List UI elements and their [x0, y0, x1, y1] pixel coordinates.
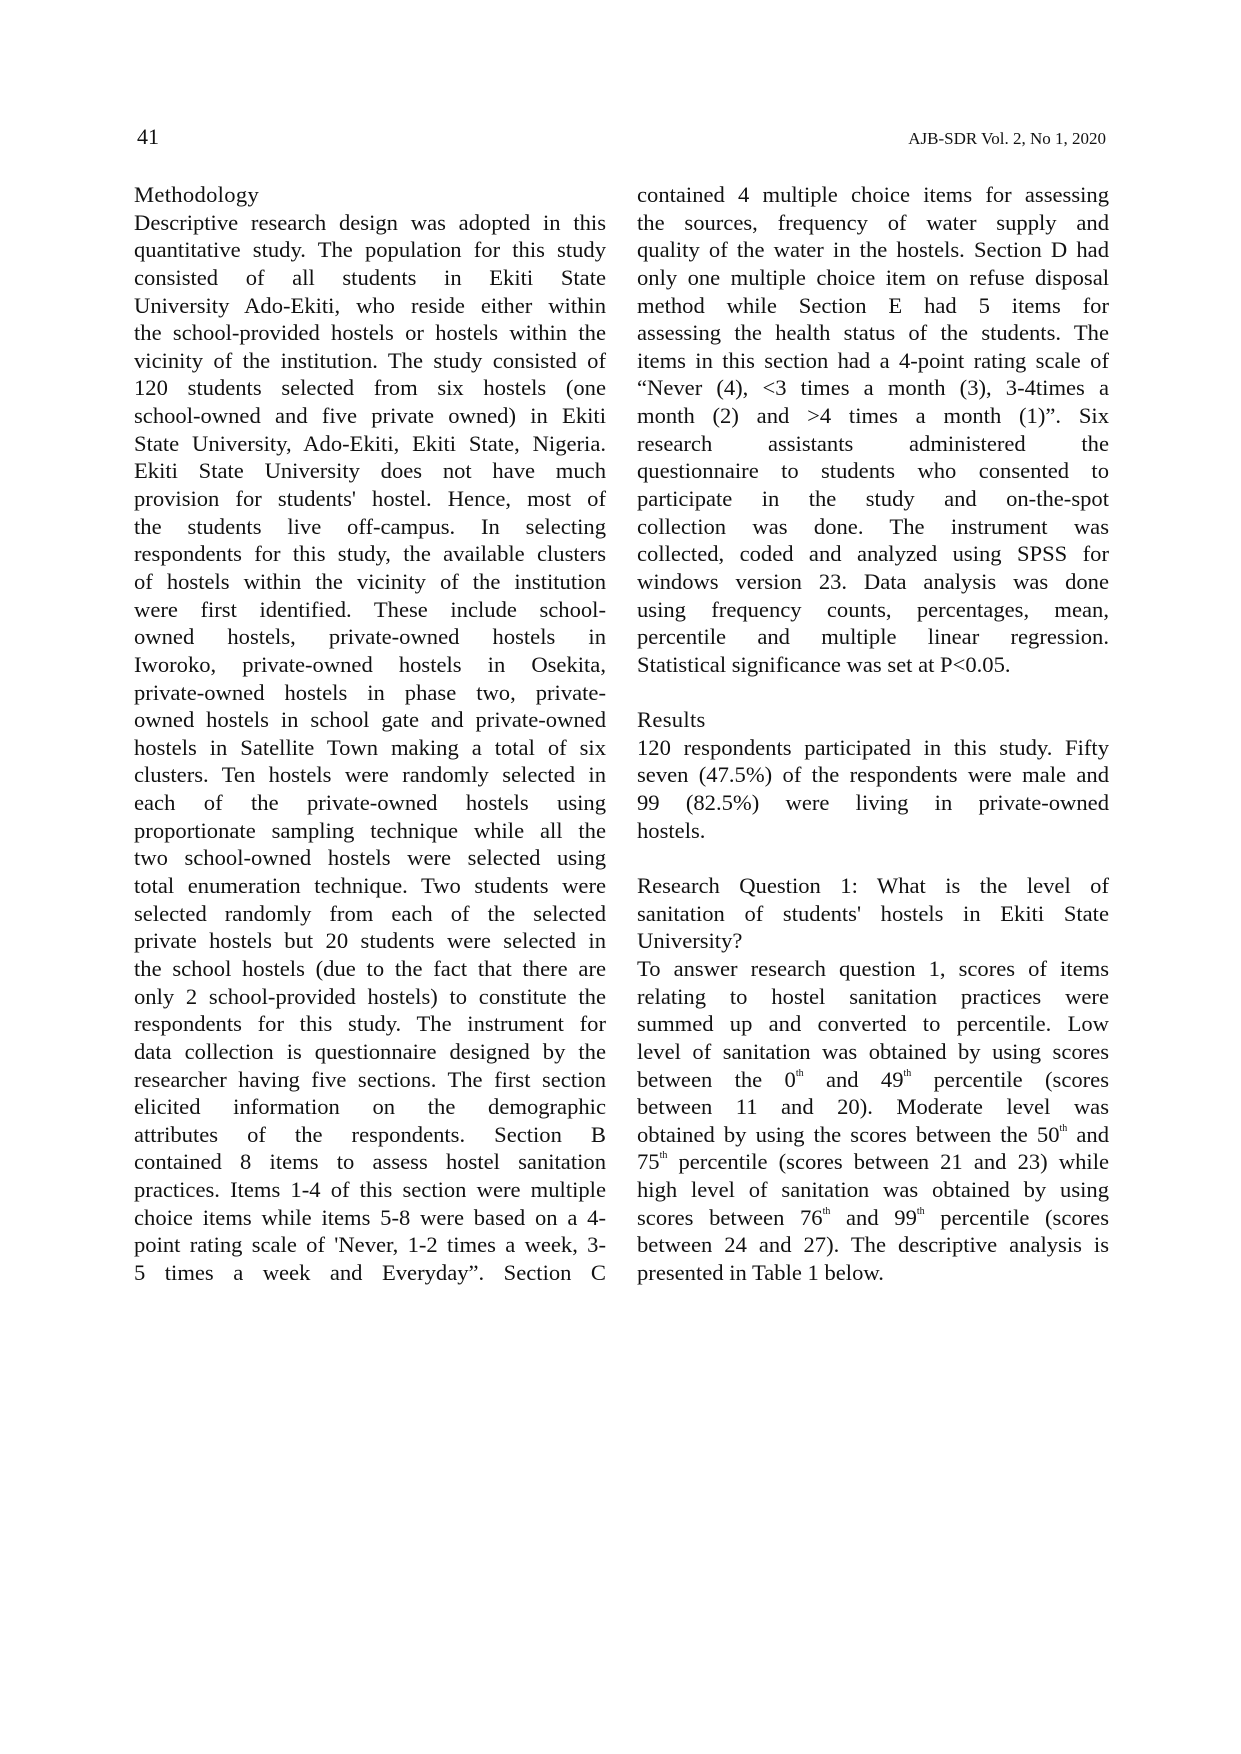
text-fragment: percentile (scores between 21 and 23) while: [667, 1149, 1109, 1175]
text-line: only one multiple choice item on refuse disposal: [637, 264, 1109, 290]
ordinal-suffix: th: [916, 1205, 925, 1217]
ordinal-suffix: th: [822, 1205, 831, 1217]
text-line: total enumeration technique. Two students were: [134, 873, 606, 899]
text-line: provision for students' hostel. Hence, most of: [134, 486, 606, 512]
text-fragment: and 49: [803, 1066, 904, 1092]
text-fragment: obtained by using the scores between the 50: [637, 1121, 1060, 1147]
text-fragment: 75: [637, 1149, 660, 1175]
text-line: summed up and converted to percentile. Low: [637, 1011, 1109, 1037]
text-line: collection was done. The instrument was: [637, 513, 1109, 539]
text-line: research assistants administered the: [637, 430, 1109, 456]
methodology-paragraph: [134, 209, 606, 1287]
text-line: [637, 1148, 1109, 1176]
ordinal-suffix: th: [795, 1067, 804, 1079]
text-line: Research Question 1: What is the level of: [637, 873, 1109, 899]
text-line: practices. Items 1-4 of this section were multiple: [134, 1177, 606, 1203]
text-line: participate in the study and on-the-spot: [637, 486, 1109, 512]
text-fragment: percentile (scores: [924, 1204, 1109, 1230]
text-line: 120 students selected from six hostels (one: [134, 375, 606, 401]
spacer: [637, 844, 1109, 872]
right-column: [637, 181, 1109, 1287]
text-line: quantitative study. The population for this study: [134, 237, 606, 263]
text-line: were first identified. These include school-: [134, 596, 606, 622]
page-number: 41: [137, 124, 159, 149]
research-question-answer-paragraph: [637, 955, 1109, 1287]
text-line: proportionate sampling technique while all the: [134, 817, 606, 843]
text-line: clusters. Ten hostels were randomly selected in: [134, 762, 606, 788]
text-line: percentile and multiple linear regression.: [637, 624, 1109, 650]
text-line: [637, 1204, 1109, 1232]
text-line: between 24 and 27). The descriptive analysis is: [637, 1232, 1109, 1258]
text-line: contained 4 multiple choice items for assessing: [637, 182, 1109, 207]
text-line: each of the private-owned hostels using: [134, 790, 606, 816]
text-fragment: percentile (scores: [911, 1066, 1110, 1092]
text-fragment: and 99: [830, 1204, 917, 1230]
text-line: quality of the water in the hostels. Section D had: [637, 237, 1109, 263]
text-line: elicited information on the demographic: [134, 1094, 606, 1120]
text-line: consisted of all students in Ekiti State: [134, 264, 606, 290]
text-line: hostels.: [637, 817, 706, 843]
text-line: the sources, frequency of water supply and: [637, 209, 1109, 235]
text-line: Descriptive research design was adopted in this: [134, 209, 606, 235]
ordinal-suffix: th: [659, 1150, 668, 1162]
text-line: presented in Table 1 below.: [637, 1259, 884, 1285]
text-line: Statistical significance was set at P<0.05.: [637, 651, 1011, 677]
text-line: data collection is questionnaire designed by the: [134, 1038, 606, 1064]
text-line: two school-owned hostels were selected using: [134, 845, 606, 871]
text-fragment: scores between 76: [637, 1204, 823, 1230]
research-question-1: [637, 872, 1109, 955]
text-line: Ekiti State University does not have much: [134, 458, 606, 484]
text-line: seven (47.5%) of the respondents were male and: [637, 762, 1109, 788]
text-line: “Never (4), <3 times a month (3), 3-4times a: [637, 375, 1109, 401]
text-fragment: between the 0: [637, 1066, 796, 1092]
text-line: selected randomly from each of the selected: [134, 900, 606, 926]
ordinal-suffix: th: [903, 1067, 912, 1079]
text-line: using frequency counts, percentages, mean,: [637, 596, 1109, 622]
running-head: AJB-SDR Vol. 2, No 1, 2020: [908, 129, 1106, 148]
text-line: the students live off-campus. In selecting: [134, 513, 606, 539]
text-line: the school hostels (due to the fact that there are: [134, 955, 606, 981]
text-line: contained 8 items to assess hostel sanitation: [134, 1149, 606, 1175]
text-line: attributes of the respondents. Section B: [134, 1121, 606, 1147]
text-line: private hostels but 20 students were selected in: [134, 928, 606, 954]
text-line: Iworoko, private-owned hostels in Osekita,: [134, 651, 606, 677]
left-column: [134, 181, 606, 1287]
text-line: respondents for this study, the available clusters: [134, 541, 606, 567]
text-line: school-owned and five private owned) in Ekiti: [134, 403, 606, 429]
text-line: point rating scale of 'Never, 1-2 times a week, 3-: [134, 1232, 606, 1258]
text-line: State University, Ado-Ekiti, Ekiti State, Nigeria.: [134, 430, 606, 456]
text-line: vicinity of the institution. The study consisted of: [134, 347, 606, 373]
text-line: between 11 and 20). Moderate level was: [637, 1094, 1109, 1120]
text-line: the school-provided hostels or hostels within the: [134, 320, 606, 346]
section-heading-methodology: Methodology: [134, 182, 260, 207]
text-line: respondents for this study. The instrument for: [134, 1011, 606, 1037]
text-line: relating to hostel sanitation practices were: [637, 983, 1109, 1009]
text-line: of hostels within the vicinity of the institution: [134, 568, 606, 594]
text-line: 99 (82.5%) were living in private-owned: [637, 790, 1109, 816]
text-line: month (2) and >4 times a month (1)”. Six: [637, 403, 1109, 429]
text-line: collected, coded and analyzed using SPSS for: [637, 541, 1109, 567]
text-line: high level of sanitation was obtained by using: [637, 1177, 1109, 1203]
text-line: choice items while items 5-8 were based on a 4-: [134, 1204, 606, 1230]
text-line: 120 respondents participated in this study. Fifty: [637, 734, 1109, 760]
text-line: windows version 23. Data analysis was done: [637, 568, 1109, 594]
text-line: level of sanitation was obtained by using scores: [637, 1038, 1109, 1064]
text-line: owned hostels, private-owned hostels in: [134, 624, 606, 650]
text-line: University?: [637, 928, 743, 954]
text-line: only 2 school-provided hostels) to constitute the: [134, 983, 606, 1009]
text-line: private-owned hostels in phase two, private-: [134, 679, 606, 705]
text-line: researcher having five sections. The first section: [134, 1066, 606, 1092]
text-fragment: and: [1067, 1121, 1109, 1147]
text-line: questionnaire to students who consented to: [637, 458, 1109, 484]
ordinal-suffix: th: [1059, 1122, 1068, 1134]
text-line: items in this section had a 4-point rating scale of: [637, 347, 1109, 373]
methodology-continued-paragraph: [637, 181, 1109, 679]
text-line: University Ado-Ekiti, who reside either within: [134, 292, 606, 318]
text-line: sanitation of students' hostels in Ekiti State: [637, 900, 1109, 926]
results-paragraph: [637, 734, 1109, 845]
text-line: assessing the health status of the students. The: [637, 320, 1109, 346]
text-line: [637, 1121, 1109, 1149]
text-line: To answer research question 1, scores of items: [637, 955, 1109, 981]
spacer: [637, 679, 1109, 707]
text-line: 5 times a week and Everyday”. Section C: [134, 1259, 606, 1285]
text-line: [637, 1066, 1109, 1094]
section-heading-results: Results: [637, 707, 706, 733]
text-line: hostels in Satellite Town making a total of six: [134, 734, 606, 760]
text-line: owned hostels in school gate and private-owned: [134, 707, 606, 733]
text-line: method while Section E had 5 items for: [637, 292, 1109, 318]
